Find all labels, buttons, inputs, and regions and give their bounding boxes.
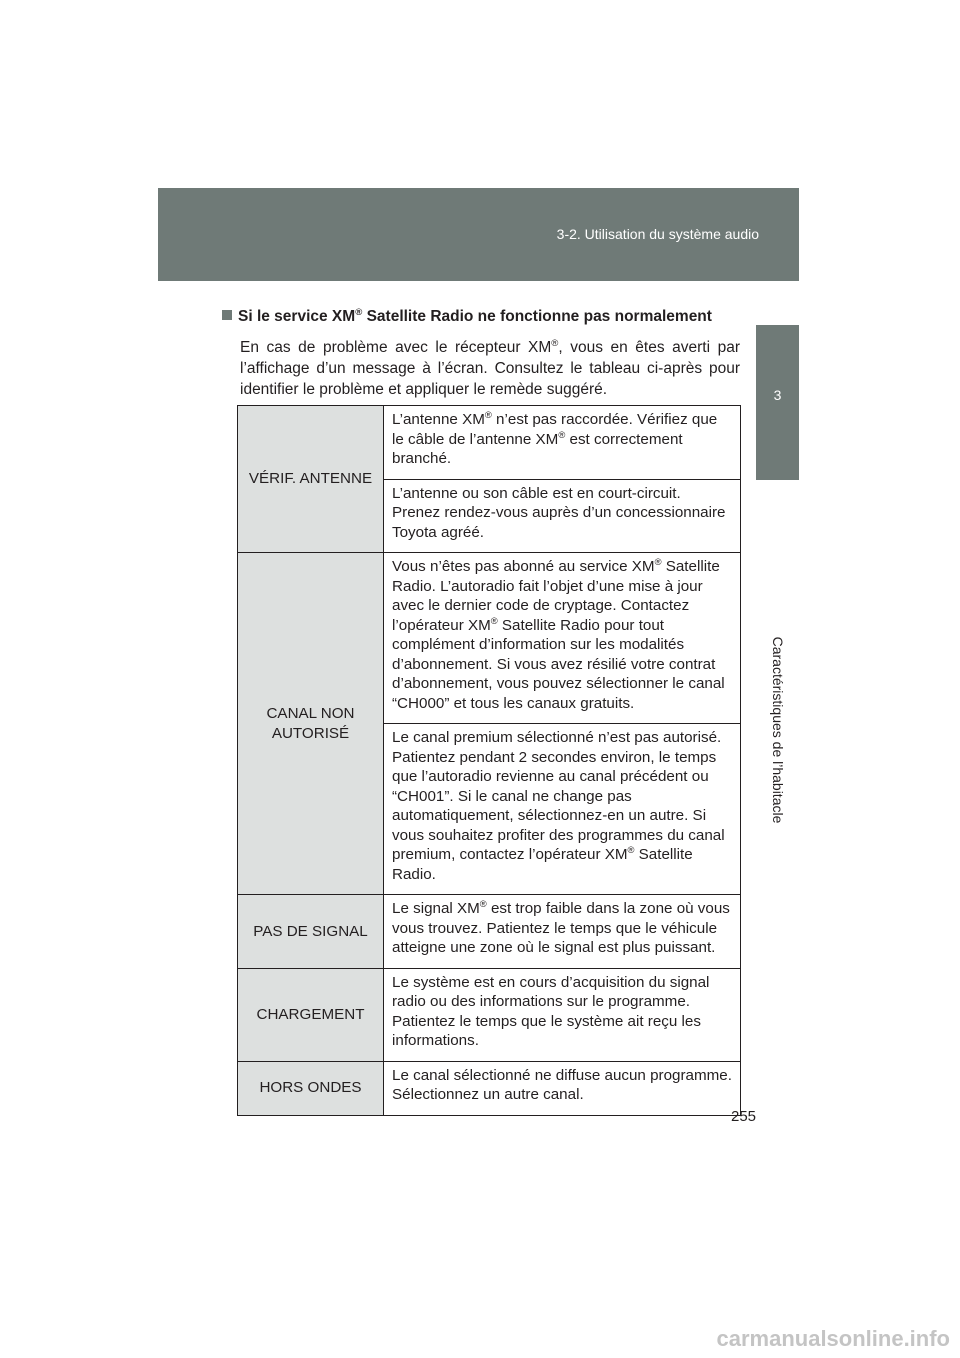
message-remedy: L’antenne ou son câble est en court-circuit. Prenez rendez-vous auprès d’un concessionnaire Toyota agréé. <box>384 479 741 553</box>
message-remedy: Le canal premium sélectionné n’est pas autorisé. Patientez pendant 2 secondes environ, le temps que l’autoradio revienne au canal précédent ou “CH001”. Si le canal ne change pas automatiquement, sélectionnez-en un autre. Si vous souhaitez profiter des programmes du canal premium, contactez l’opérateur XM® Satellite Radio. <box>384 724 741 895</box>
message-remedy: Le canal sélectionné ne diffuse aucun programme. Sélectionnez un autre canal. <box>384 1061 741 1115</box>
chapter-number: 3 <box>773 387 782 403</box>
table-row <box>238 1061 741 1115</box>
message-code: CANAL NON AUTORISÉ <box>238 553 384 895</box>
intro-paragraph: En cas de problème avec le récepteur XM®, vous en êtes averti par l’affichage d’un message à l’écran. Consultez le tableau ci-après pour identifier le problème et appliquer le remède suggéré. <box>240 337 740 398</box>
chapter-title: Caractéristiques de l’habitacle <box>769 636 786 824</box>
message-code: PAS DE SIGNAL <box>238 895 384 969</box>
message-code: CHARGEMENT <box>238 968 384 1061</box>
message-code: HORS ONDES <box>238 1061 384 1115</box>
square-bullet-icon <box>222 310 232 320</box>
section-heading: Si le service XM® Satellite Radio ne fonctionne pas normalement <box>222 308 712 326</box>
message-remedy: Vous n’êtes pas abonné au service XM® Satellite Radio. L’autoradio fait l’objet d’une mise à jour avec le dernier code de cryptage. Contactez l’opérateur XM® Satellite Radio pour tout complément d’information sur les modalités d’abonnement. Si vous avez résilié votre contrat d’abonnement, vous pouvez sélectionner le canal “CH000” et tous les canaux gratuits. <box>384 553 741 724</box>
message-remedy: L’antenne XM® n’est pas raccordée. Vérifiez que le câble de l’antenne XM® est correctement branché. <box>384 406 741 480</box>
chapter-tab <box>756 325 799 480</box>
message-table <box>237 405 741 1116</box>
message-code: VÉRIF. ANTENNE <box>238 406 384 553</box>
table-row <box>238 406 741 480</box>
table-row <box>238 968 741 1061</box>
chapter-side-label <box>756 630 799 830</box>
table-row <box>238 895 741 969</box>
header-band <box>158 188 799 281</box>
table-row <box>238 553 741 724</box>
watermark: carmanualsonline.info <box>716 1326 950 1351</box>
message-remedy: Le signal XM® est trop faible dans la zone où vous vous trouvez. Patientez le temps que le véhicule atteigne une zone où le signal est plus puissant. <box>384 895 741 969</box>
page-number: 255 <box>731 1108 757 1125</box>
message-remedy: Le système est en cours d’acquisition du signal radio ou des informations sur le programme. Patientez le temps que le système ait reçu les informations. <box>384 968 741 1061</box>
header-section-title: 3-2. Utilisation du système audio <box>556 226 759 242</box>
